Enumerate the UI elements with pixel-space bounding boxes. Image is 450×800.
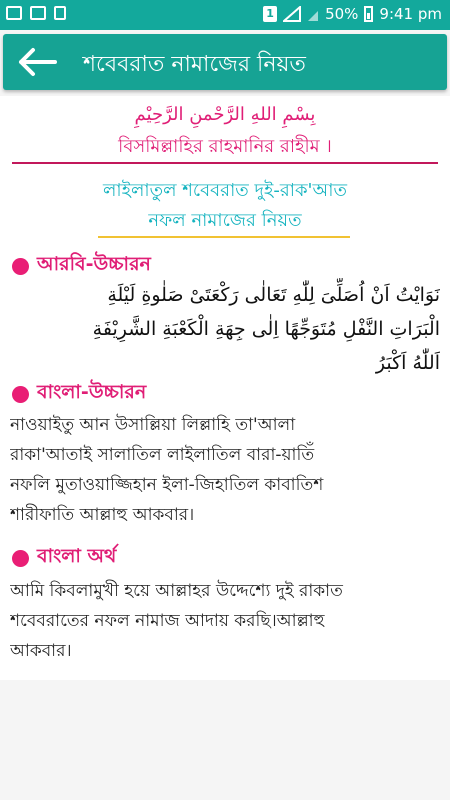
- text-line: শবেবরাতের নফল নামাজ আদায় করছি।আল্লাহু: [10, 611, 325, 631]
- clock: 9:41 pm: [379, 5, 442, 23]
- system-icons: [263, 5, 442, 23]
- section-heading-label: বাংলা অর্থ: [37, 545, 117, 567]
- bullet-icon: [12, 550, 29, 567]
- clipboard-icon: [54, 6, 66, 20]
- arrow-left-icon: [17, 47, 57, 77]
- battery-percent: 50%: [325, 5, 359, 23]
- section-heading-label: আরবি-উচ্চারন: [37, 253, 151, 275]
- arabic-text: [10, 278, 440, 380]
- bangla-meaning-text: [10, 576, 442, 666]
- arabic-line: اَللّٰهُ اَكْبَرُ: [375, 352, 440, 374]
- battery-icon: [364, 6, 373, 22]
- signal-icon: [283, 6, 301, 22]
- page-title: শবেবরাত নামাজের নিয়ত: [83, 52, 306, 77]
- bismillah-arabic: بِسْمِ اللهِ الرَّحْمنِ الرَّحِيْمِ: [134, 104, 316, 125]
- wifi-signal-icon: [307, 6, 319, 22]
- gallery-icon: [6, 6, 22, 20]
- app-bar: [3, 34, 447, 90]
- sim-icon: 1: [263, 6, 277, 22]
- text-line: শারীফাতি আল্লাহু আকবার।: [10, 505, 195, 525]
- text-line: আকবার।: [10, 641, 72, 661]
- camera-icon: [30, 6, 46, 20]
- content-card: [0, 96, 450, 680]
- bismillah-bangla: বিসমিল্লাহির রাহমানির রাহীম ।: [118, 136, 332, 157]
- arabic-line: الْبَرَاتِ النَّفْلِ مُتَوَجِّهًا اِلٰى جِهَةِ الْكَعْبَةِ الشَّرِيْفَةِ: [92, 318, 440, 340]
- subtitle-line-2: নফল নামাজের নিয়ত: [148, 210, 302, 231]
- back-button[interactable]: [15, 44, 59, 80]
- text-line: রাকা'আতাই সালাতিল লাইলাতিল বারা-য়াতিঁ: [10, 445, 315, 465]
- text-line: নাওয়াইতু আন উসাল্লিয়া লিল্লাহি তা'আলা: [10, 415, 296, 435]
- bangla-pronunciation-text: [10, 410, 442, 530]
- divider: [12, 162, 438, 164]
- text-line: আমি কিবলামুখী হয়ে আল্লাহর উদ্দেশ্যে দুই রাকাত: [10, 581, 343, 601]
- section-heading-bangla-meaning: [12, 542, 116, 574]
- arabic-line: نَوَايْتُ اَنْ اُصَلِّىَ لِلّٰهِ تَعَالٰى رَكْعَتَىْ صَلٰوةِ لَيْلَةِ: [107, 284, 440, 306]
- section-heading-bangla-pronunciation: [12, 378, 146, 410]
- status-bar: [0, 0, 450, 30]
- subtitle-underline: [98, 236, 350, 238]
- subtitle-line-1: লাইলাতুল শবেবরাত দুই-রাক'আত: [102, 180, 347, 201]
- bullet-icon: [12, 258, 29, 275]
- text-line: নফলি মুতাওয়াজ্জিহান ইলা-জিহাতিল কাবাতিশ: [10, 475, 324, 495]
- notification-icons: [6, 6, 66, 20]
- section-heading-label: বাংলা-উচ্চারন: [37, 381, 147, 403]
- bullet-icon: [12, 386, 29, 403]
